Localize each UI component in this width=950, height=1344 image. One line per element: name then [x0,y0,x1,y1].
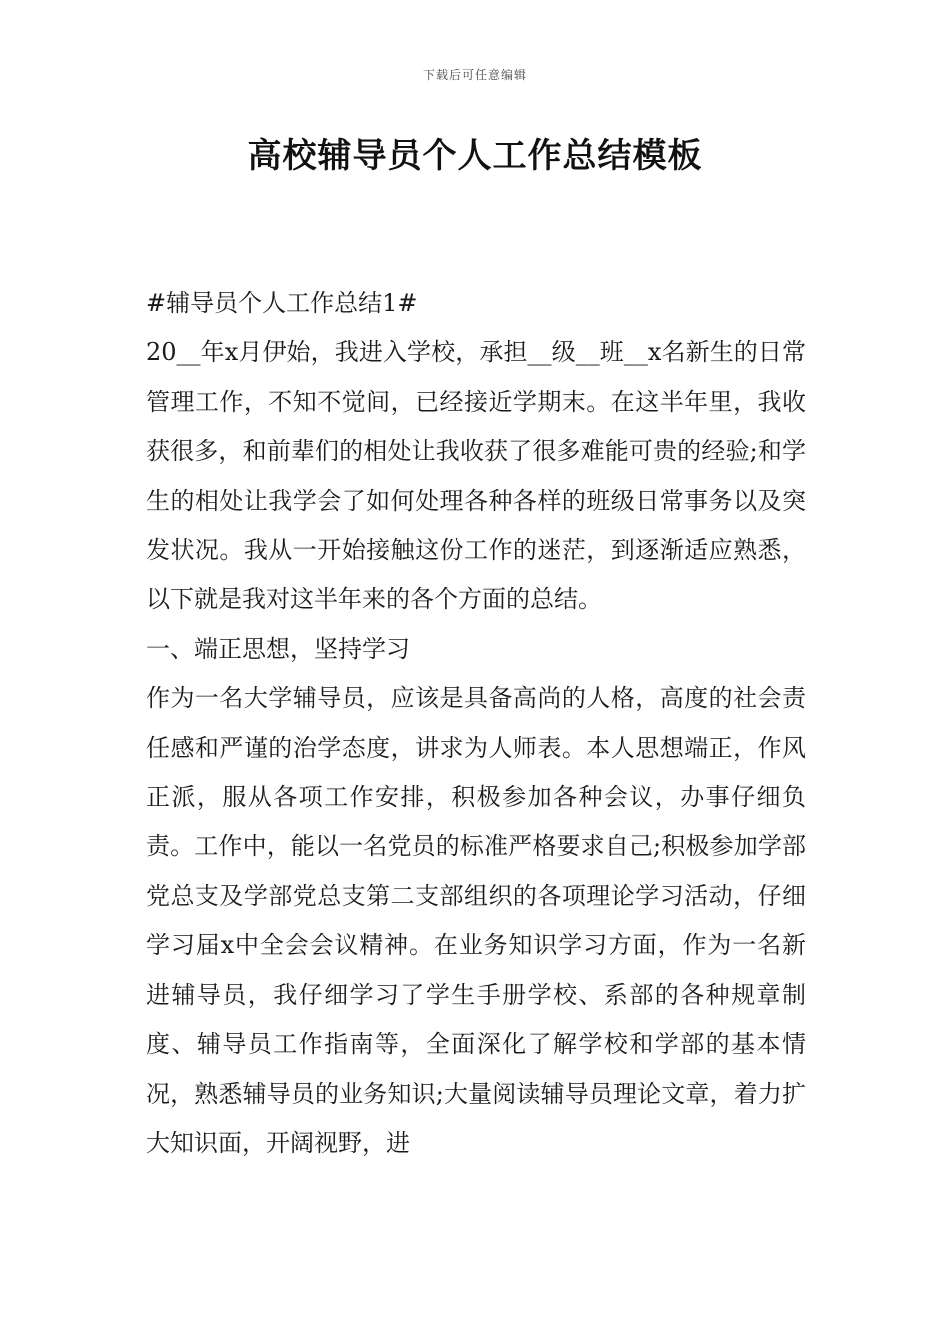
body-paragraph-intro: 20__年x月伊始，我进入学校，承担__级__班__x名新生的日常管理工作，不知不觉间，已经接近学期末。在这半年里，我收获很多，和前辈们的相处让我收获了很多难能可贵的经验;和学生的相处让我学会了如何处理各种各样的班级日常事务以及突发状况。我从一开始接触这份工作的迷茫，到逐渐适应熟悉，以下就是我对这半年来的各个方面的总结。 [146,338,806,614]
section-heading-summary-1: #辅导员个人工作总结1# [146,289,418,317]
page-header-note: 下载后可任意编辑 [422,68,527,82]
body-paragraph-study: 作为一名大学辅导员，应该是具备高尚的人格，高度的社会责任感和严谨的治学态度，讲求为人师表。本人思想端正，作风正派，服从各项工作安排，积极参加各种会议，办事仔细负责。工作中，能以一名党员的标准严格要求自己;积极参加学部党总支及学部党总支第二支部组织的各项理论学习活动，仔细学习届x中全会会议精神。在业务知识学习方面，作为一名新进辅导员，我仔细学习了学生手册学校、系部的各种规章制度、辅导员工作指南等，全面深化了解学校和学部的基本情况，熟悉辅导员的业务知识;大量阅读辅导员理论文章，着力扩大知识面，开阔视野，进 [146,684,806,1157]
document-body [146,279,806,1168]
document-title: 高校辅导员个人工作总结模板 [247,136,703,176]
section-heading-one: 一、端正思想，坚持学习 [146,634,410,663]
